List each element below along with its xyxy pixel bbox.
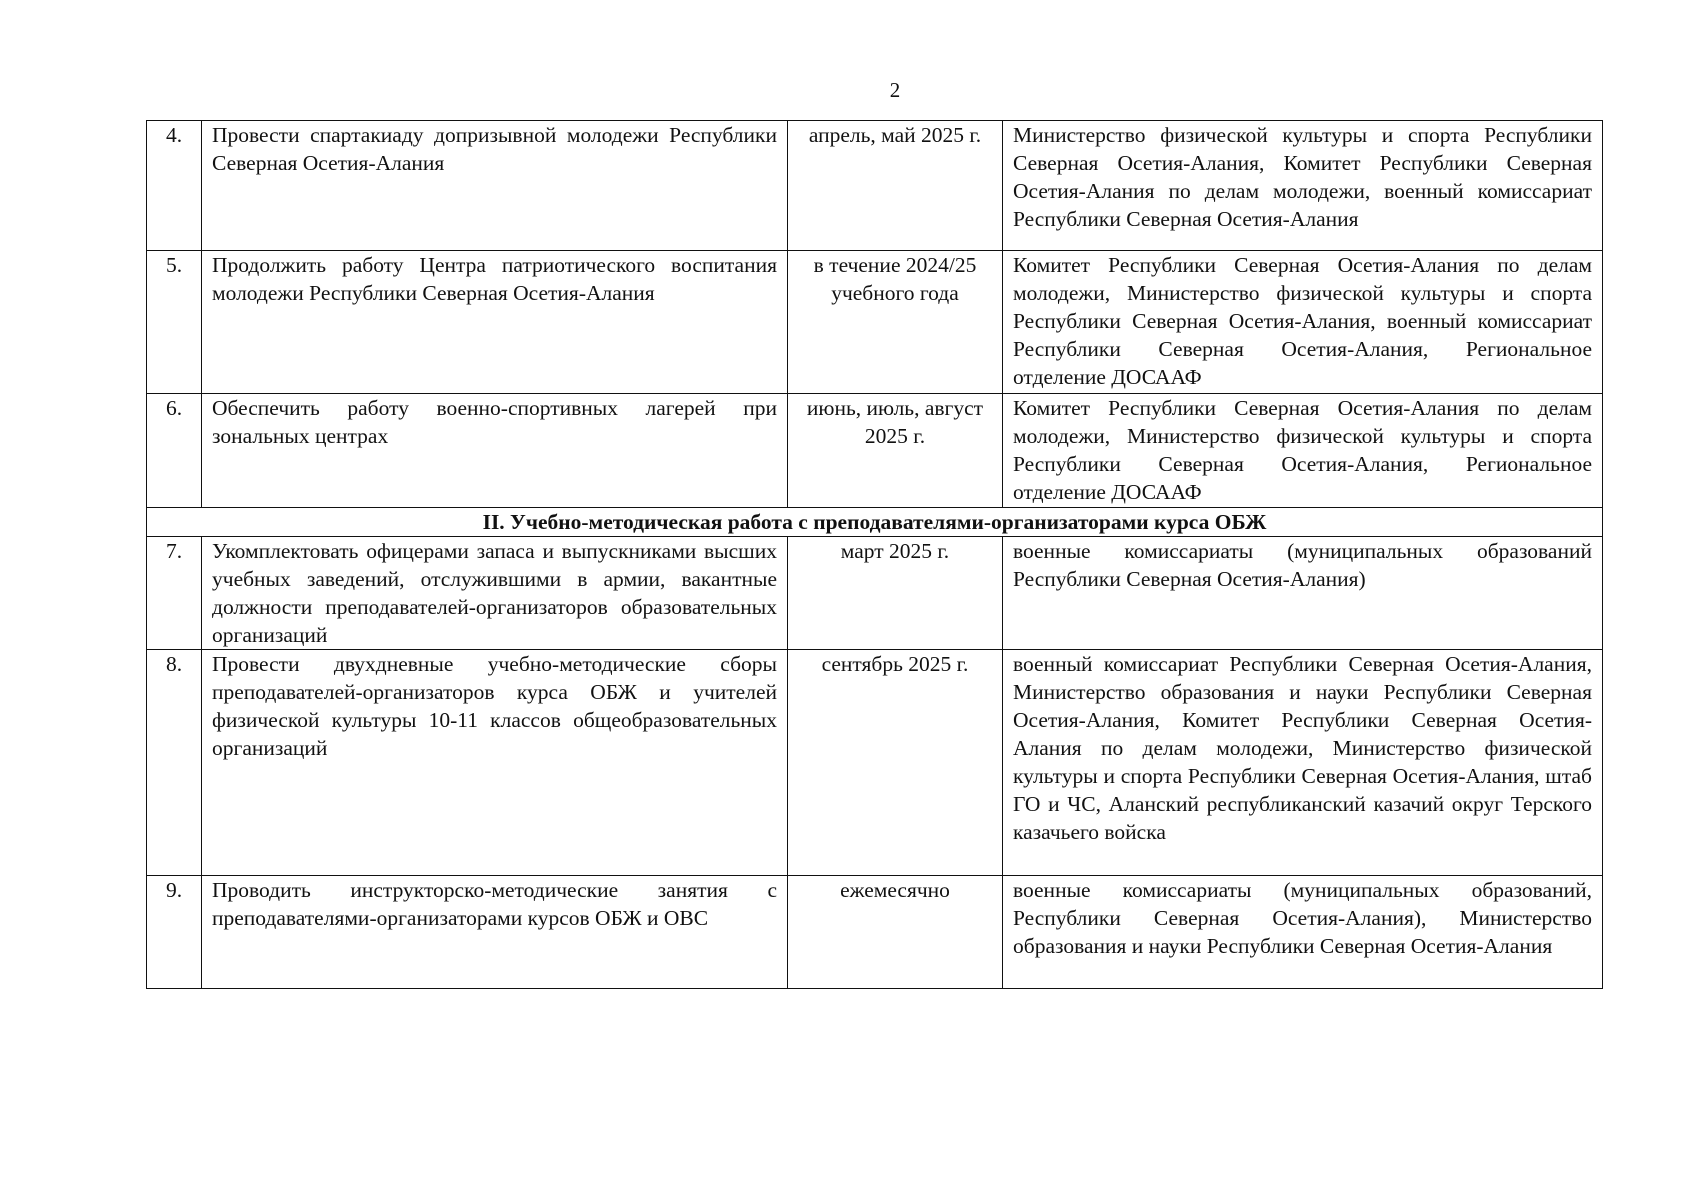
responsible-cell: Комитет Республики Северная Осетия-Алания по делам молодежи, Министерство физической культуры и спорта Республики Северная Осетия-Алания, Региональное отделение ДОСААФ: [1003, 394, 1603, 508]
activity-plan-table: [146, 120, 1603, 989]
row-number: 4.: [147, 121, 202, 251]
date-cell: апрель, май 2025 г.: [788, 121, 1003, 251]
task-cell: Провести двухдневные учебно-методические сборы преподавателей-организаторов курса ОБЖ и учителей физической культуры 10-11 классов общеобразовательных организаций: [202, 650, 788, 876]
responsible-cell: Комитет Республики Северная Осетия-Алания по делам молодежи, Министерство физической культуры и спорта Республики Северная Осетия-Алания, военный комиссариат Республики Северная Осетия-Алания, Региональное отделение ДОСААФ: [1003, 251, 1603, 394]
table-row: [147, 121, 1603, 251]
date-cell: март 2025 г.: [788, 537, 1003, 650]
responsible-cell: Министерство физической культуры и спорта Республики Северная Осетия-Алания, Комитет Республики Северная Осетия-Алания по делам молодежи, военный комиссариат Республики Северная Осетия-Алания: [1003, 121, 1603, 251]
row-number: 9.: [147, 876, 202, 989]
page-number: 2: [889, 78, 901, 102]
date-cell: ежемесячно: [788, 876, 1003, 989]
responsible-cell: военные комиссариаты (муниципальных образований, Республики Северная Осетия-Алания), Министерство образования и науки Республики Северная Осетия-Алания: [1003, 876, 1603, 989]
section-title: II. Учебно-методическая работа с преподавателями-организаторами курса ОБЖ: [147, 508, 1603, 537]
task-cell: Укомплектовать офицерами запаса и выпускниками высших учебных заведений, отслужившими в армии, вакантные должности преподавателей-организаторов образовательных организаций: [202, 537, 788, 650]
task-cell: Провести спартакиаду допризывной молодежи Республики Северная Осетия-Алания: [202, 121, 788, 251]
section-header-row: [147, 508, 1603, 537]
responsible-cell: военные комиссариаты (муниципальных образований Республики Северная Осетия-Алания): [1003, 537, 1603, 650]
date-cell: июнь, июль, август 2025 г.: [788, 394, 1003, 508]
table-row: [147, 650, 1603, 876]
task-cell: Обеспечить работу военно-спортивных лагерей при зональных центрах: [202, 394, 788, 508]
responsible-cell: военный комиссариат Республики Северная Осетия-Алания, Министерство образования и науки Республики Северная Осетия-Алания, Комитет Республики Северная Осетия-Алания по делам молодежи, Министерство физической культуры и спорта Республики Северная Осетия-Алания, штаб ГО и ЧС, Аланский республиканский казачий округ Терского казачьего войска: [1003, 650, 1603, 876]
row-number: 8.: [147, 650, 202, 876]
table-row: [147, 251, 1603, 394]
row-number: 5.: [147, 251, 202, 394]
table-row: [147, 394, 1603, 508]
task-cell: Проводить инструкторско-методические занятия с преподавателями-организаторами курсов ОБЖ и ОВС: [202, 876, 788, 989]
date-cell: в течение 2024/25 учебного года: [788, 251, 1003, 394]
date-cell: сентябрь 2025 г.: [788, 650, 1003, 876]
row-number: 7.: [147, 537, 202, 650]
task-cell: Продолжить работу Центра патриотического воспитания молодежи Республики Северная Осетия-Алания: [202, 251, 788, 394]
row-number: 6.: [147, 394, 202, 508]
table-row: [147, 537, 1603, 650]
table-row: [147, 876, 1603, 989]
